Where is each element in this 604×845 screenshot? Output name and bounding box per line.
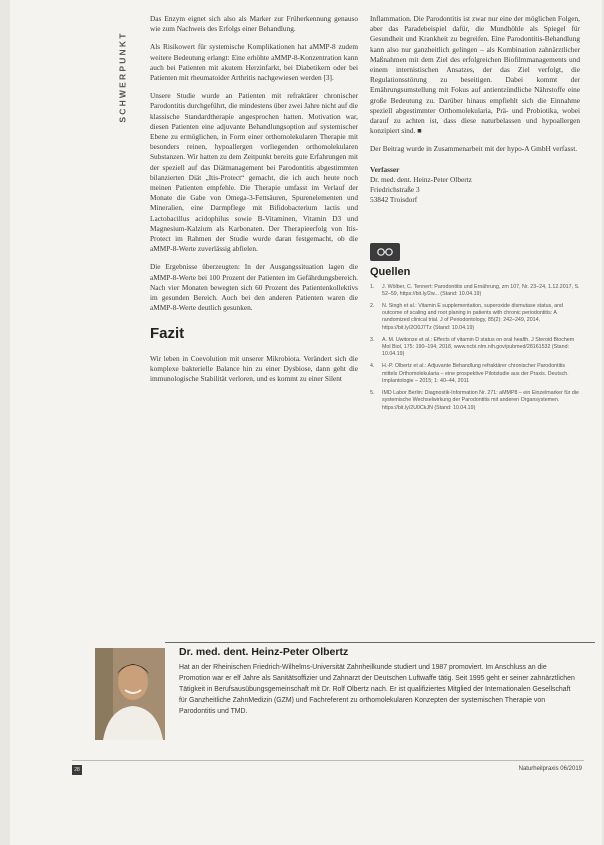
- reference-item: [370, 303, 580, 332]
- author-photo: [95, 648, 165, 740]
- footer-divider: [72, 760, 584, 761]
- reference-number: 4.: [370, 363, 375, 370]
- section-label: SCHWERPUNKT: [118, 31, 129, 123]
- author-name: Dr. med. dent. Heinz-Peter Olbertz: [370, 174, 472, 184]
- reference-text: J. Wölber, C. Tennert: Parodontitis und Ernährung, zm 107, Nr. 23–24, 1.12.2017, S. 52–59, https://bit.ly/2w... (Stand: 10.04.19): [382, 283, 580, 297]
- reference-item: [370, 390, 580, 412]
- author-label: Verfasser: [370, 164, 400, 174]
- reference-item: [370, 337, 580, 359]
- bio-name: Dr. med. dent. Heinz-Peter Olbertz: [179, 646, 349, 658]
- left-paragraph-2: Als Risikowert für systemische Komplikationen hat aMMP-8 zudem weitere Bedeutung erlangt: Eine erhöhte aMMP-8-Konzentration kann auch bei Patienten mit akutem Herzinfarkt, bei Diabetikern oder bei Patienten mit rheumatoider Arthritis nachgewiesen werden [3].: [150, 42, 358, 83]
- page-number: 28: [72, 765, 82, 775]
- reference-number: 2.: [370, 303, 375, 310]
- reference-text: N. Singh et al.: Vitamin E supplementation, superoxide dismutase status, and outcome of scaling and root planing in patients with chronic periodontitis: A randomized clinical trial. J of Periodontology, 85(2): 242–249, 2014, https://bit.ly/2O0J7Tz (Stand: 10.04.19): [382, 303, 563, 331]
- bio-divider: [165, 642, 595, 643]
- reference-number: 1.: [370, 283, 375, 290]
- reference-item: [370, 284, 580, 298]
- right-paragraph-2: Der Beitrag wurde in Zusammenarbeit mit der hypo-A GmbH verfasst.: [370, 144, 578, 154]
- right-paragraph-1: Inflammation. Die Parodontitis ist zwar nur eine der möglichen Folgen, aber das Paradebeispiel dafür, die Mundhöhle als Spiegel für Gesundheit und Krankheit zu begreifen. Eine Parodontitis-Behandlung kann also nur ganzheitlich gelingen – als Kombination zahnärztlicher Maßnahmen mit dem Ziel des erfolgreichen Biofilmmanagements und einem internistischen Ansatzes, der das Ziel verfolgt, die Regulationsstörung zu beseitigen. Dabei kommt der Ernährungsumstellung mit Fokus auf antientzündliche Nährstoffe eine große Bedeutung zu. Darüber hinaus empfiehlt sich die Einnahme speziell abgestimmter Orthomolekularia, Prä- und Probiotika, wobei darauf zu achten ist, dass diese naturbelassen und hypoallergen konzipiert sind. ■: [370, 14, 580, 136]
- reference-number: 3.: [370, 336, 375, 343]
- left-paragraph-4: Die Ergebnisse überzeugten: In der Ausgangssituation lagen die aMMP-8-Werte bei 100 Prozent der Patienten im Gefährdungsbereich. Nach vier Monaten bewegten sich 60 Prozent des Patientenkollektivs im gesunden Bereich. Auch bei den anderen Patienten waren die aMMP-8-Werte deutlich gesunken.: [150, 262, 358, 313]
- author-address: [370, 165, 580, 206]
- reference-text: A. M. Uwitonze et al.: Effects of vitamin D status on oral health. J Steroid Biochem Mol Biol, 175: 190–194, 2018, www.ncbi.nlm.nih.gov/pubmed/28161532 (Stand: 10.04.19): [382, 336, 575, 358]
- reference-list: [370, 284, 580, 412]
- author-street: Friedrichstraße 3: [370, 185, 420, 195]
- fazit-paragraph: Wir leben in Coevolution mit unserer Mikrobiota. Verändert sich die komplexe bakterielle Balance hin zu einer Dysbiose, dann geht die immunologische Stabilität verloren, und es kommt zu einer Silent: [150, 353, 358, 384]
- sources-icon: [370, 243, 400, 261]
- fazit-heading: Fazit: [150, 325, 185, 343]
- author-city: 53842 Troisdorf: [370, 195, 418, 205]
- section-label-vertical: [108, 18, 138, 136]
- author-bio-box: [95, 640, 595, 758]
- left-column: [150, 14, 358, 392]
- reference-item: [370, 363, 580, 385]
- reference-text: IMD Labor Berlin: Diagnostik-Information Nr. 271: aMMP8 – ein Einzelmarker für die systemische Wechselwirkung der Parodontitis mit anderen Organsystemen. https://bit.ly/2U0CkJN (Stand: 10.04.19): [382, 390, 579, 411]
- left-paragraph-1: Das Enzym eignet sich also als Marker zur Früherkennung genauso wie zum Nachweis des Erfolgs einer Behandlung.: [150, 14, 358, 34]
- sources-heading: Quellen: [370, 266, 411, 279]
- bio-text: Hat an der Rheinischen Friedrich-Wilhelms-Universität Zahnheilkunde studiert und 1987 promoviert. Im Anschluss an die Promotion war er elf Jahre als Sanitätsoffizier und Zahnarzt der Deutschen Luftwaffe tätig. Seit 1995 geht er seiner zahnärztlichen Tätigkeit in Berufsausübungsgemeinschaft mit Dr. Rolf Olbertz nach. Er ist qualifiziertes Mitglied der Internationalen Gesellschaft für Ganzheitliche ZahnMedizin (GZM) und Fachreferent zu orthomolekularen Konzepten der systemischen Therapie von Parodontitis und TMD.: [179, 664, 575, 715]
- left-paragraph-3: Unsere Studie wurde an Patienten mit refraktärer chronischer Parodontitis durchgeführt, die mindestens über zwei Jahre nicht auf die klassische Standardtherapie angesprochen hatten. Motivation war, diesen Patienten eine adjuvante Behandlungsoption auf systemischer Ebene zu ermöglichen, in Form einer orthomolekularen Therapie mit besonders reinen, hypoallergen vorliegenden orthomolekularen Substanzen. Wir hatten zu dem Zeitpunkt bereits gute Erfahrungen mit der speziell auf das Diätmanagement bei Parodontitis abgestimmten bilanzierten Diät „Itis-Protect“ gemacht, die ich auch heute noch meinen Patienten empfehle. Die Therapie umfasst im Verlauf der Monate die Gabe von Omega-3-Fettsäuren, Spurenelementen und Mineralien, eine Darmpflege mit Bifidobacterium lactis und Lactobacillus acidophilus sowie B-Vitaminen, Vitamin D3 und Magnesium-Kalzium als Karbonaten. Der Therapieerfolg von Itis-Protect im Rahmen der Studie wurde daran festgemacht, ob die aMMP-8-Werte zuverlässig abfielen.: [150, 91, 358, 254]
- magazine-issue: Naturheilpraxis 06/2019: [518, 766, 582, 772]
- reference-text: H.-P. Olbertz et al.: Adjuvante Behandlung refraktärer chronischer Parodontitis mittels Orthomolekularia – eine prospektive Pilotstudie aus der Praxis. Deutsch. Implantologie – 2015; 1: 40–44, 2011: [382, 363, 569, 384]
- reference-number: 5.: [370, 390, 375, 397]
- right-column: [370, 14, 580, 417]
